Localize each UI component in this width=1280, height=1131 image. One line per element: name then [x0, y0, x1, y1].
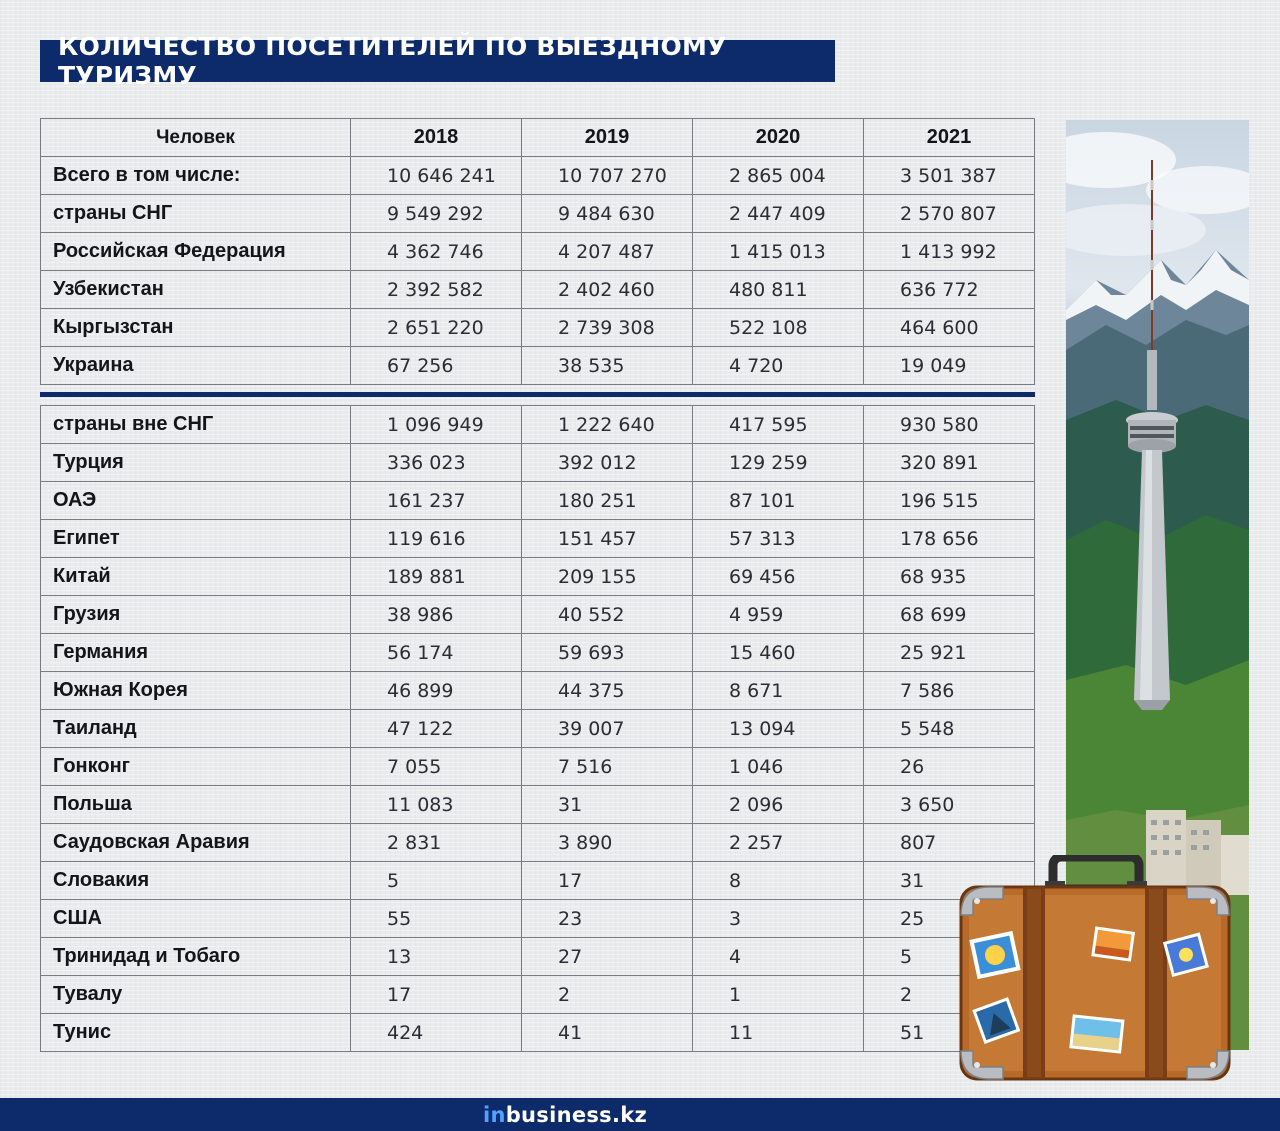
- value-cell: 2 447 409: [693, 195, 864, 233]
- row-label: Узбекистан: [41, 271, 351, 309]
- value-cell: 1: [693, 976, 864, 1014]
- row-label: Южная Корея: [41, 672, 351, 710]
- value-cell: 17: [522, 862, 693, 900]
- value-cell: 5: [864, 938, 1035, 976]
- table-row: [41, 195, 1035, 233]
- value-cell: 15 460: [693, 634, 864, 672]
- row-label: страны вне СНГ: [41, 406, 351, 444]
- table-row: [41, 406, 1035, 444]
- cis-table: [40, 118, 1035, 385]
- header-cell-year: 2021: [864, 119, 1035, 157]
- table-row: [41, 558, 1035, 596]
- value-cell: 4: [693, 938, 864, 976]
- value-cell: 10 707 270: [522, 157, 693, 195]
- value-cell: 4 959: [693, 596, 864, 634]
- value-cell: 2 739 308: [522, 309, 693, 347]
- value-cell: 13: [351, 938, 522, 976]
- value-cell: 26: [864, 748, 1035, 786]
- table-row: [41, 824, 1035, 862]
- row-label: Грузия: [41, 596, 351, 634]
- row-label: США: [41, 900, 351, 938]
- row-label: Китай: [41, 558, 351, 596]
- value-cell: 392 012: [522, 444, 693, 482]
- value-cell: 424: [351, 1014, 522, 1052]
- value-cell: 38 986: [351, 596, 522, 634]
- value-cell: 930 580: [864, 406, 1035, 444]
- value-cell: 196 515: [864, 482, 1035, 520]
- table-row: [41, 748, 1035, 786]
- value-cell: 55: [351, 900, 522, 938]
- table-row: [41, 938, 1035, 976]
- row-label: ОАЭ: [41, 482, 351, 520]
- table-row: [41, 1014, 1035, 1052]
- row-label: Всего в том числе:: [41, 157, 351, 195]
- value-cell: 27: [522, 938, 693, 976]
- value-cell: 2 392 582: [351, 271, 522, 309]
- row-label: Тринидад и Тобаго: [41, 938, 351, 976]
- value-cell: 2 651 220: [351, 309, 522, 347]
- table-row: [41, 596, 1035, 634]
- value-cell: 68 935: [864, 558, 1035, 596]
- value-cell: 68 699: [864, 596, 1035, 634]
- value-cell: 209 155: [522, 558, 693, 596]
- value-cell: 4 207 487: [522, 233, 693, 271]
- value-cell: 5 548: [864, 710, 1035, 748]
- value-cell: 5: [351, 862, 522, 900]
- value-cell: 3 501 387: [864, 157, 1035, 195]
- value-cell: 56 174: [351, 634, 522, 672]
- value-cell: 636 772: [864, 271, 1035, 309]
- header-cell-year: 2019: [522, 119, 693, 157]
- value-cell: 31: [864, 862, 1035, 900]
- value-cell: 522 108: [693, 309, 864, 347]
- value-cell: 1 415 013: [693, 233, 864, 271]
- row-label: Германия: [41, 634, 351, 672]
- table-row: [41, 271, 1035, 309]
- value-cell: 13 094: [693, 710, 864, 748]
- value-cell: 4 362 746: [351, 233, 522, 271]
- value-cell: 3 890: [522, 824, 693, 862]
- value-cell: 2 831: [351, 824, 522, 862]
- value-cell: 19 049: [864, 347, 1035, 385]
- value-cell: 4 720: [693, 347, 864, 385]
- value-cell: 129 259: [693, 444, 864, 482]
- table-row: [41, 900, 1035, 938]
- value-cell: 44 375: [522, 672, 693, 710]
- site-logo[interactable]: inbusiness.kz: [482, 1102, 648, 1127]
- table-row: [41, 976, 1035, 1014]
- row-label: страны СНГ: [41, 195, 351, 233]
- table-row: [41, 157, 1035, 195]
- value-cell: 25 921: [864, 634, 1035, 672]
- value-cell: 8: [693, 862, 864, 900]
- value-cell: 1 096 949: [351, 406, 522, 444]
- header-cell-year: 2020: [693, 119, 864, 157]
- value-cell: 464 600: [864, 309, 1035, 347]
- value-cell: 2: [522, 976, 693, 1014]
- non-cis-table: [40, 405, 1035, 1052]
- suitcase-illustration: [955, 855, 1235, 1085]
- value-cell: 67 256: [351, 347, 522, 385]
- value-cell: 320 891: [864, 444, 1035, 482]
- table-row: [41, 309, 1035, 347]
- value-cell: 119 616: [351, 520, 522, 558]
- value-cell: 3: [693, 900, 864, 938]
- value-cell: 11: [693, 1014, 864, 1052]
- row-label: Кыргызстан: [41, 309, 351, 347]
- value-cell: 69 456: [693, 558, 864, 596]
- table-row: [41, 710, 1035, 748]
- value-cell: 2 096: [693, 786, 864, 824]
- value-cell: 87 101: [693, 482, 864, 520]
- row-label: Египет: [41, 520, 351, 558]
- value-cell: 46 899: [351, 672, 522, 710]
- value-cell: 7 055: [351, 748, 522, 786]
- value-cell: 10 646 241: [351, 157, 522, 195]
- value-cell: 336 023: [351, 444, 522, 482]
- value-cell: 1 222 640: [522, 406, 693, 444]
- value-cell: 2 257: [693, 824, 864, 862]
- value-cell: 2 570 807: [864, 195, 1035, 233]
- value-cell: 57 313: [693, 520, 864, 558]
- value-cell: 59 693: [522, 634, 693, 672]
- table-row: [41, 634, 1035, 672]
- row-label: Тунис: [41, 1014, 351, 1052]
- header-cell-year: 2018: [351, 119, 522, 157]
- value-cell: 7 586: [864, 672, 1035, 710]
- table-row: [41, 233, 1035, 271]
- value-cell: 23: [522, 900, 693, 938]
- value-cell: 41: [522, 1014, 693, 1052]
- table-row: [41, 347, 1035, 385]
- value-cell: 11 083: [351, 786, 522, 824]
- row-label: Словакия: [41, 862, 351, 900]
- section-divider: [40, 392, 1035, 397]
- value-cell: 8 671: [693, 672, 864, 710]
- value-cell: 51: [864, 1014, 1035, 1052]
- value-cell: 9 549 292: [351, 195, 522, 233]
- value-cell: 180 251: [522, 482, 693, 520]
- value-cell: 189 881: [351, 558, 522, 596]
- value-cell: 151 457: [522, 520, 693, 558]
- value-cell: 47 122: [351, 710, 522, 748]
- row-label: Гонконг: [41, 748, 351, 786]
- row-label: Российская Федерация: [41, 233, 351, 271]
- header-cell-category: Человек: [41, 119, 351, 157]
- table-row: [41, 672, 1035, 710]
- value-cell: 38 535: [522, 347, 693, 385]
- value-cell: 1 413 992: [864, 233, 1035, 271]
- table-header-row: [41, 119, 1035, 157]
- value-cell: 7 516: [522, 748, 693, 786]
- row-label: Саудовская Аравия: [41, 824, 351, 862]
- value-cell: 480 811: [693, 271, 864, 309]
- value-cell: 3 650: [864, 786, 1035, 824]
- row-label: Польша: [41, 786, 351, 824]
- value-cell: 40 552: [522, 596, 693, 634]
- value-cell: 178 656: [864, 520, 1035, 558]
- value-cell: 25: [864, 900, 1035, 938]
- value-cell: 31: [522, 786, 693, 824]
- page-title: КОЛИЧЕСТВО ПОСЕТИТЕЛЕЙ ПО ВЫЕЗДНОМУ ТУРИЗМУ: [40, 40, 835, 82]
- row-label: Таиланд: [41, 710, 351, 748]
- row-label: Тувалу: [41, 976, 351, 1014]
- value-cell: 39 007: [522, 710, 693, 748]
- row-label: Украина: [41, 347, 351, 385]
- value-cell: 9 484 630: [522, 195, 693, 233]
- table-row: [41, 862, 1035, 900]
- value-cell: 2: [864, 976, 1035, 1014]
- table-row: [41, 444, 1035, 482]
- value-cell: 807: [864, 824, 1035, 862]
- value-cell: 1 046: [693, 748, 864, 786]
- value-cell: 2 865 004: [693, 157, 864, 195]
- value-cell: 2 402 460: [522, 271, 693, 309]
- value-cell: 161 237: [351, 482, 522, 520]
- value-cell: 417 595: [693, 406, 864, 444]
- row-label: Турция: [41, 444, 351, 482]
- footer-bar: [0, 1098, 1280, 1131]
- table-row: [41, 482, 1035, 520]
- table-row: [41, 520, 1035, 558]
- value-cell: 17: [351, 976, 522, 1014]
- table-row: [41, 786, 1035, 824]
